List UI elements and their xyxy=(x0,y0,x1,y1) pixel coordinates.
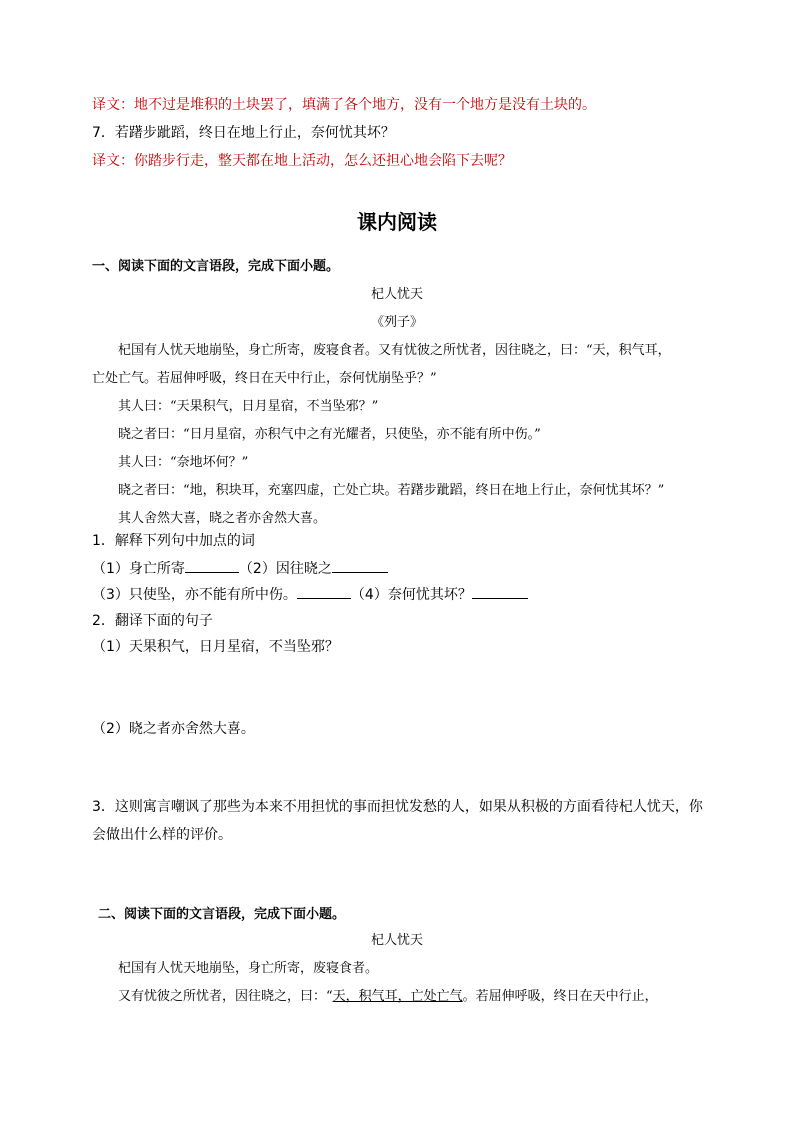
answer-blank[interactable] xyxy=(185,558,239,573)
section-title: 课内阅读 xyxy=(357,210,437,234)
paragraph-text: 又有忧彼之所忧者，因往晓之，曰：“ xyxy=(118,989,333,1004)
classical-paragraph: 晓之者曰：“日月星宿，亦积气中之有光耀者，只使坠，亦不能有所中伤。” xyxy=(118,427,541,442)
question-item: （4）奈何忧其坏？ xyxy=(350,587,472,603)
question-1-prompt: 1．解释下列句中加点的词 xyxy=(92,533,255,549)
text-source: 《列子》 xyxy=(370,315,423,330)
text-title: 杞人忧天 xyxy=(370,933,423,948)
question-3-line: 3．这则寓言嘲讽了那些为本来不用担忧的事而担忧发愁的人，如果从积极的方面看待杞人忧天，你 xyxy=(92,799,703,815)
question-1-row xyxy=(92,558,388,578)
classical-paragraph: 杞国有人忧天地崩坠，身亡所寄，废寝食者。 xyxy=(118,961,379,976)
question-item: （1）天果积气，日月星宿，不当坠邪？ xyxy=(92,639,339,655)
classical-paragraph: 其人舍然大喜，晓之者亦舍然大喜。 xyxy=(118,511,327,526)
classical-paragraph: 杞国有人忧天地崩坠，身亡所寄，废寝食者。又有忧彼之所忧者，因往晓之，曰：“天，积气耳， xyxy=(118,343,671,358)
part2-heading: 二、阅读下面的文言语段，完成下面小题。 xyxy=(98,907,346,922)
underlined-phrase: 天，积气耳，亡处亡气 xyxy=(332,989,463,1004)
question-item: （1）身亡所寄 xyxy=(92,561,185,577)
question-3-line: 会做出什么样的评价。 xyxy=(92,827,232,843)
classical-paragraph: 晓之者曰：“地，积块耳，充塞四虚，亡处亡块。若躇步跐蹈，终日在地上行止，奈何忧其坏？” xyxy=(118,483,665,498)
classical-paragraph xyxy=(118,988,658,1006)
sentence-line: 7．若躇步跐蹈，终日在地上行止，奈何忧其坏？ xyxy=(92,125,395,141)
translation-line: 译文：地不过是堆积的土块罢了，填满了各个地方，没有一个地方是没有土块的。 xyxy=(92,97,596,113)
part1-heading: 一、阅读下面的文言语段，完成下面小题。 xyxy=(92,259,340,274)
classical-paragraph: 其人曰：“天果积气，日月星宿，不当坠邪？” xyxy=(118,399,379,414)
question-item: （2）因往晓之 xyxy=(238,561,332,577)
question-item: （3）只使坠，亦不能有所中伤。 xyxy=(92,587,297,603)
text-title: 杞人忧天 xyxy=(370,287,423,302)
answer-blank[interactable] xyxy=(472,584,528,599)
classical-paragraph: 其人曰：“奈地坏何？” xyxy=(118,455,249,470)
question-2-prompt: 2．翻译下面的句子 xyxy=(92,613,213,629)
translation-line: 译文：你踏步行走，整天都在地上活动，怎么还担心地会陷下去呢？ xyxy=(92,153,512,169)
question-1-row xyxy=(92,584,528,604)
classical-paragraph: 亡处亡气。若屈伸呼吸，终日在天中行止，奈何忧崩坠乎？” xyxy=(92,371,437,386)
question-item: （2）晓之者亦舍然大喜。 xyxy=(92,721,255,737)
paragraph-text: 。若屈伸呼吸，终日在天中行止， xyxy=(462,989,658,1004)
answer-blank[interactable] xyxy=(297,584,351,599)
answer-blank[interactable] xyxy=(332,558,388,573)
